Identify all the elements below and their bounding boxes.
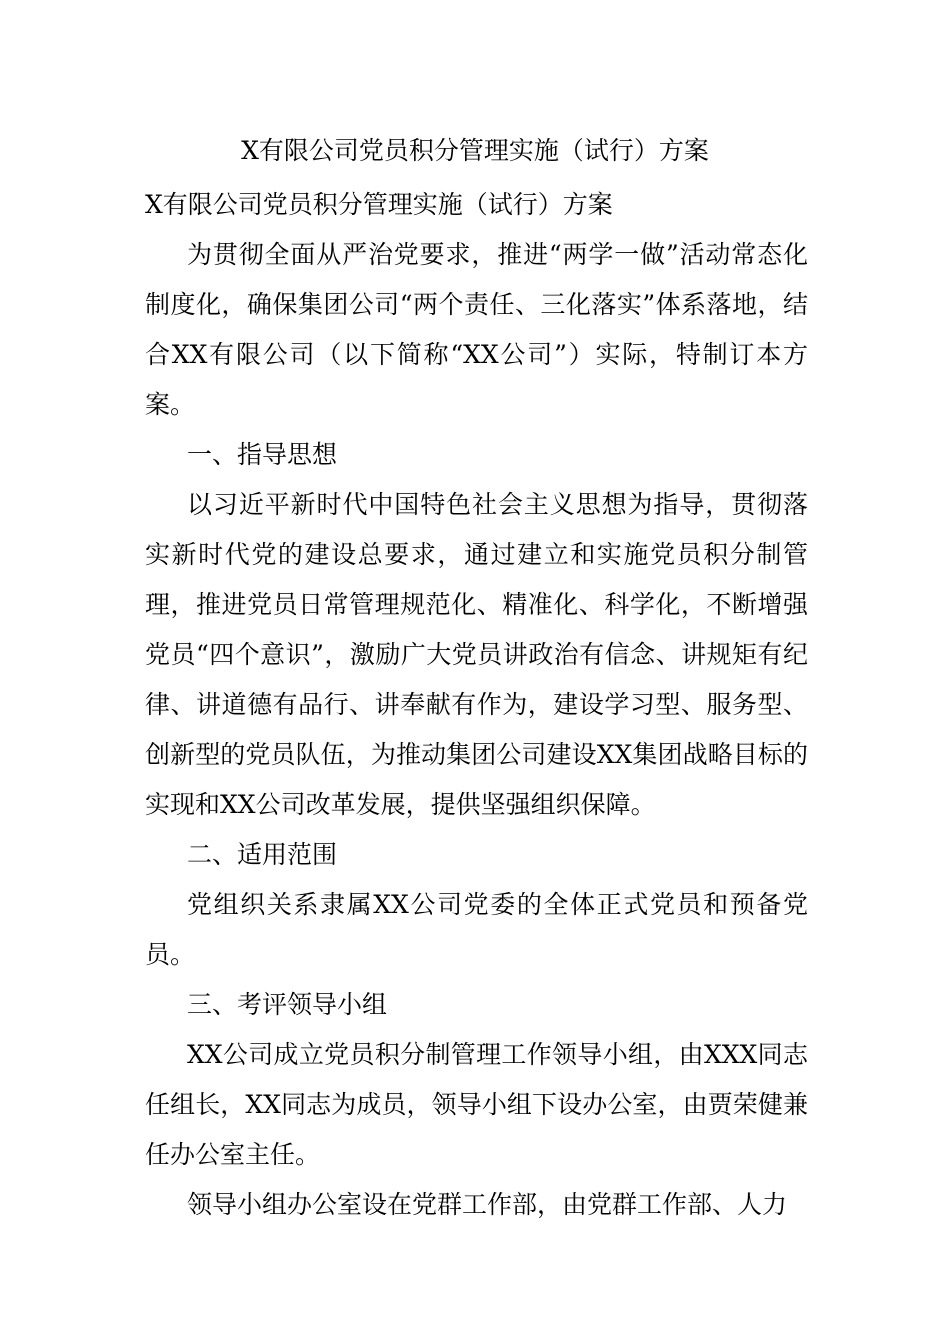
leading-group-paragraph: XX公司成立党员积分制管理工作领导小组，由XXX同志任组长，XX同志为成员，领导小组下设办公室，由贾荣健兼任办公室主任。 <box>145 1040 808 1169</box>
section-heading-guiding-thought: 一、指导思想 <box>187 440 338 469</box>
intro-paragraph: 为贯彻全面从严治党要求，推进“两学一做”活动常态化制度化，确保集团公司“两个责任、三化落实”体系落地，结合XX有限公司（以下简称“XX公司”）实际，特制订本方案。 <box>145 240 808 419</box>
section-heading-scope: 二、适用范围 <box>187 840 338 869</box>
document-title: X有限公司党员积分管理实施（试行）方案 <box>241 136 709 165</box>
section-heading-leading-group: 三、考评领导小组 <box>187 990 388 1019</box>
office-paragraph: 领导小组办公室设在党群工作部，由党群工作部、人力 <box>187 1190 788 1219</box>
guiding-thought-paragraph: 以习近平新时代中国特色社会主义思想为指导，贯彻落实新时代党的建设总要求，通过建立和实施党员积分制管理，推进党员日常管理规范化、精准化、科学化，不断增强党员“四个意识”，激励广大党员讲政治有信念、讲规矩有纪律、讲道德有品行、讲奉献有作为，建设学习型、服务型、创新型的党员队伍，为推动集团公司建设XX集团战略目标的实现和XX公司改革发展，提供坚强组织保障。 <box>145 490 808 819</box>
document-body <box>145 180 808 1230</box>
document-subtitle: X有限公司党员积分管理实施（试行）方案 <box>145 190 613 219</box>
scope-paragraph: 党组织关系隶属XX公司党委的全体正式党员和预备党员。 <box>145 890 808 969</box>
